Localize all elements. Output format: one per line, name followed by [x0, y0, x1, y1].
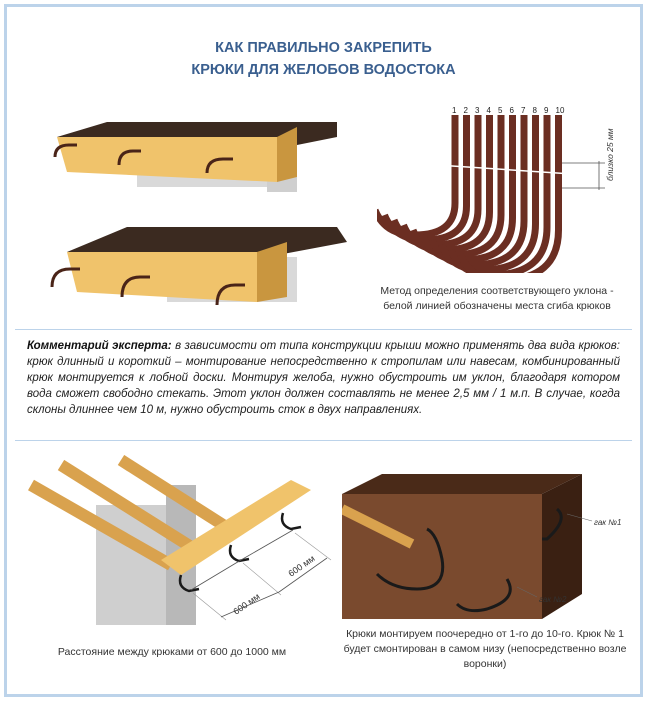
hooks-caption [357, 284, 637, 314]
numbered-hooks-diagram [377, 103, 627, 273]
hook-number: 8 [532, 106, 537, 115]
hook-number: 4 [486, 106, 491, 115]
expert-comment [15, 329, 632, 441]
expert-text: в зависимости от типа конструкции крыши можно применять два вида крюков: крюк длинный и короткий – монтирование непосредственно к стропилам или навесам, комбинированный крюк монтируется к лобной доски. Монтируя желоба, нужно обустроить им уклон, благодаря котором вода сможет свободно стекать. Этот уклон должен составлять не менее 2,5 мм / 1 м.п. В случае, когда склоны длиннее чем 10 м, нужно обустроить сток в двух направлениях. [27, 340, 620, 416]
lower-roof [52, 227, 347, 305]
title-line-2: КРЮКИ ДЛЯ ЖЕЛОБОВ ВОДОСТОКА [191, 62, 456, 78]
infographic-frame [4, 4, 643, 697]
spacing-caption: Расстояние между крюками от 600 до 1000 мм [57, 646, 287, 658]
hook-1-label: гак №1 [594, 518, 622, 527]
spacing-dim-1: 600 мм [231, 591, 262, 617]
title-line-1: КАК ПРАВИЛЬНО ЗАКРЕПИТЬ [215, 40, 432, 56]
hook-number: 10 [555, 106, 565, 115]
hook-number: 6 [509, 106, 514, 115]
mount-caption-line-1: Крюки монтируем поочередно от 1-го до 10-го. Крюк № 1 [346, 628, 624, 640]
mount-caption [335, 627, 635, 672]
hook-number: 2 [463, 106, 468, 115]
roof-hooks-illustration [37, 107, 347, 317]
hook-number: 9 [544, 106, 549, 115]
hook-2-label: гак №2 [539, 595, 567, 604]
dimension-label: близко 25 мм [605, 128, 615, 181]
page-title [7, 37, 640, 81]
hook-numbers [452, 106, 565, 115]
hooks-caption-line-1: Метод определения соответствующего уклона - [380, 285, 614, 297]
spacing-dim-2: 600 мм [286, 553, 317, 579]
mount-order-illustration [342, 469, 637, 619]
hook-number: 5 [498, 106, 503, 115]
hook-number: 3 [475, 106, 480, 115]
hooks-caption-line-2: белой линией обозначены места сгиба крюков [383, 300, 611, 312]
upper-roof [55, 122, 337, 192]
mount-caption-line-2: будет смонтирован в самом низу (непосредственно возле [343, 643, 627, 655]
expert-label: Комментарий эксперта: [27, 340, 172, 352]
mount-caption-line-3: воронки) [463, 658, 507, 670]
spacing-illustration [21, 455, 336, 630]
hook-number: 7 [521, 106, 526, 115]
hook-number: 1 [452, 106, 457, 115]
hook-set [377, 115, 559, 273]
